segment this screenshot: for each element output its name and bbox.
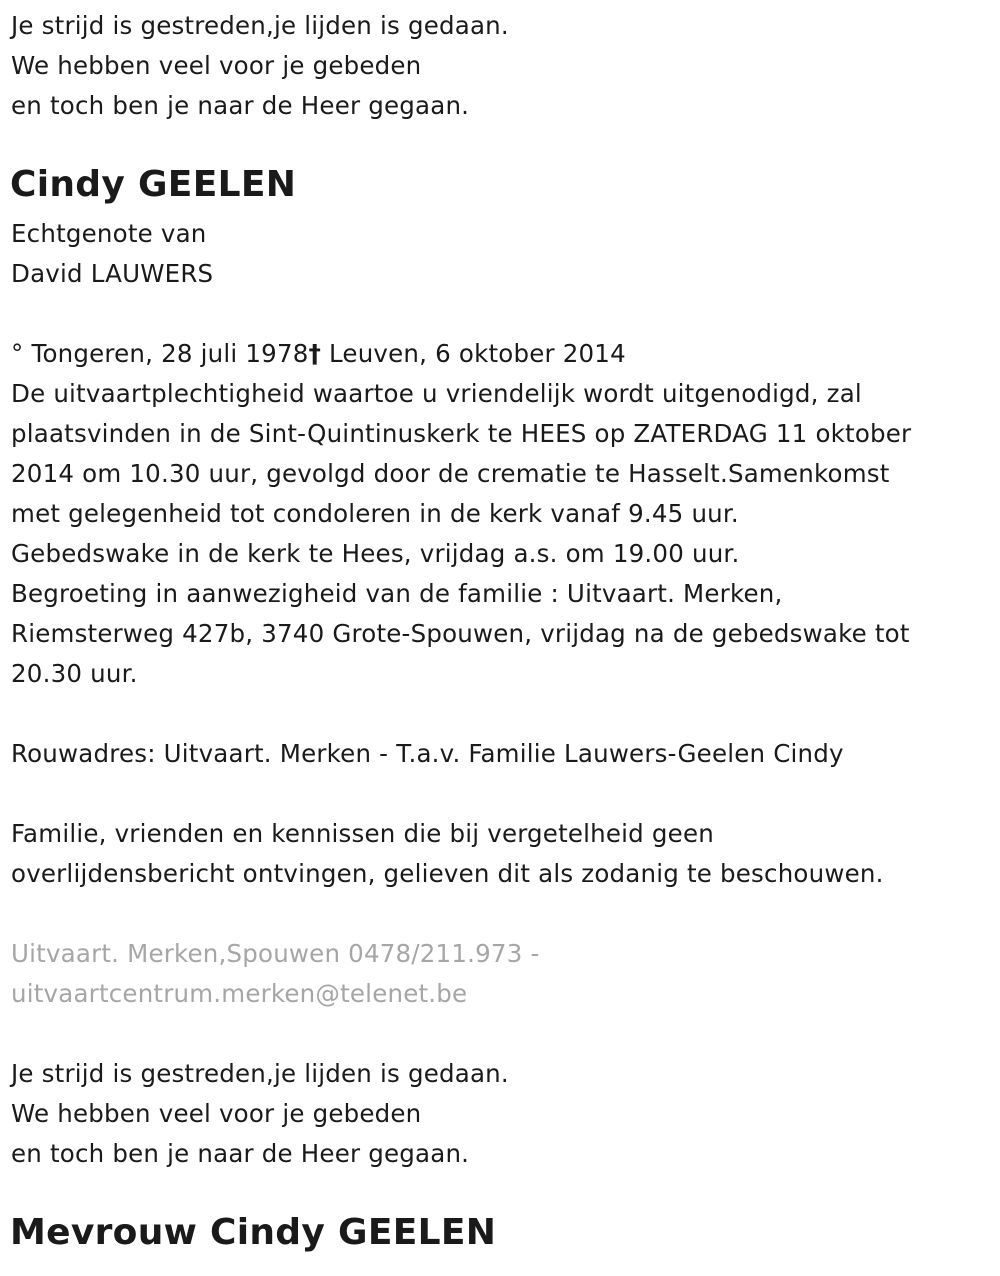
ceremony-line: 20.30 uur. bbox=[11, 659, 138, 688]
notice-line: overlijdensbericht ontvingen, gelieven dit als zodanig te beschouwen. bbox=[11, 859, 884, 888]
ceremony-line: De uitvaartplechtigheid waartoe u vriendelijk wordt uitgenodigd, zal bbox=[11, 379, 862, 408]
poem-line: en toch ben je naar de Heer gegaan. bbox=[11, 1139, 470, 1168]
funeral-home-contact bbox=[11, 934, 991, 1014]
poem-line: We hebben veel voor je gebeden bbox=[11, 51, 422, 80]
dates-line bbox=[11, 334, 991, 374]
ceremony-line: Riemsterweg 427b, 3740 Grote-Spouwen, vrijdag na de gebedswake tot bbox=[11, 619, 910, 648]
birth-symbol: ° bbox=[11, 339, 24, 368]
poem-line: We hebben veel voor je gebeden bbox=[11, 1099, 422, 1128]
spouse-label: Echtgenote van bbox=[11, 219, 207, 248]
funeral-home-email[interactable]: uitvaartcentrum.merken@telenet.be bbox=[11, 979, 468, 1008]
deceased-name: Cindy GEELEN bbox=[10, 164, 297, 205]
poem-line: en toch ben je naar de Heer gegaan. bbox=[11, 91, 470, 120]
spouse-info bbox=[11, 214, 991, 294]
poem-line: Je strijd is gestreden,je lijden is gedaan. bbox=[11, 11, 509, 40]
mourning-address bbox=[11, 734, 991, 774]
ceremony-line: met gelegenheid tot condoleren in de kerk vanaf 9.45 uur. bbox=[11, 499, 739, 528]
ceremony-line: Gebedswake in de kerk te Hees, vrijdag a.s. om 19.00 uur. bbox=[11, 539, 740, 568]
mourning-address-text: Rouwadres: Uitvaart. Merken - T.a.v. Familie Lauwers-Geelen Cindy bbox=[11, 739, 844, 768]
title-name: Mevrouw Cindy GEELEN bbox=[10, 1212, 497, 1253]
ceremony-line: Begroeting in aanwezigheid van de familie : Uitvaart. Merken, bbox=[11, 579, 783, 608]
birth-date: Tongeren, 28 juli 1978 bbox=[23, 339, 309, 368]
ceremony-details bbox=[11, 374, 991, 694]
spouse-name: David LAUWERS bbox=[11, 259, 214, 288]
notice-line: Familie, vrienden en kennissen die bij vergetelheid geen bbox=[11, 819, 714, 848]
cross-icon: † bbox=[308, 339, 322, 368]
poem-line: Je strijd is gestreden,je lijden is gedaan. bbox=[11, 1059, 509, 1088]
ceremony-line: plaatsvinden in de Sint-Quintinuskerk te HEES op ZATERDAG 11 oktober bbox=[11, 419, 912, 448]
poem-top bbox=[11, 6, 991, 126]
poem-bottom bbox=[11, 1054, 991, 1174]
funeral-home-phone: Uitvaart. Merken,Spouwen 0478/211.973 - bbox=[11, 939, 540, 968]
death-date: Leuven, 6 oktober 2014 bbox=[321, 339, 626, 368]
ceremony-line: 2014 om 10.30 uur, gevolgd door de crematie te Hasselt.Samenkomst bbox=[11, 459, 890, 488]
notice bbox=[11, 814, 991, 894]
